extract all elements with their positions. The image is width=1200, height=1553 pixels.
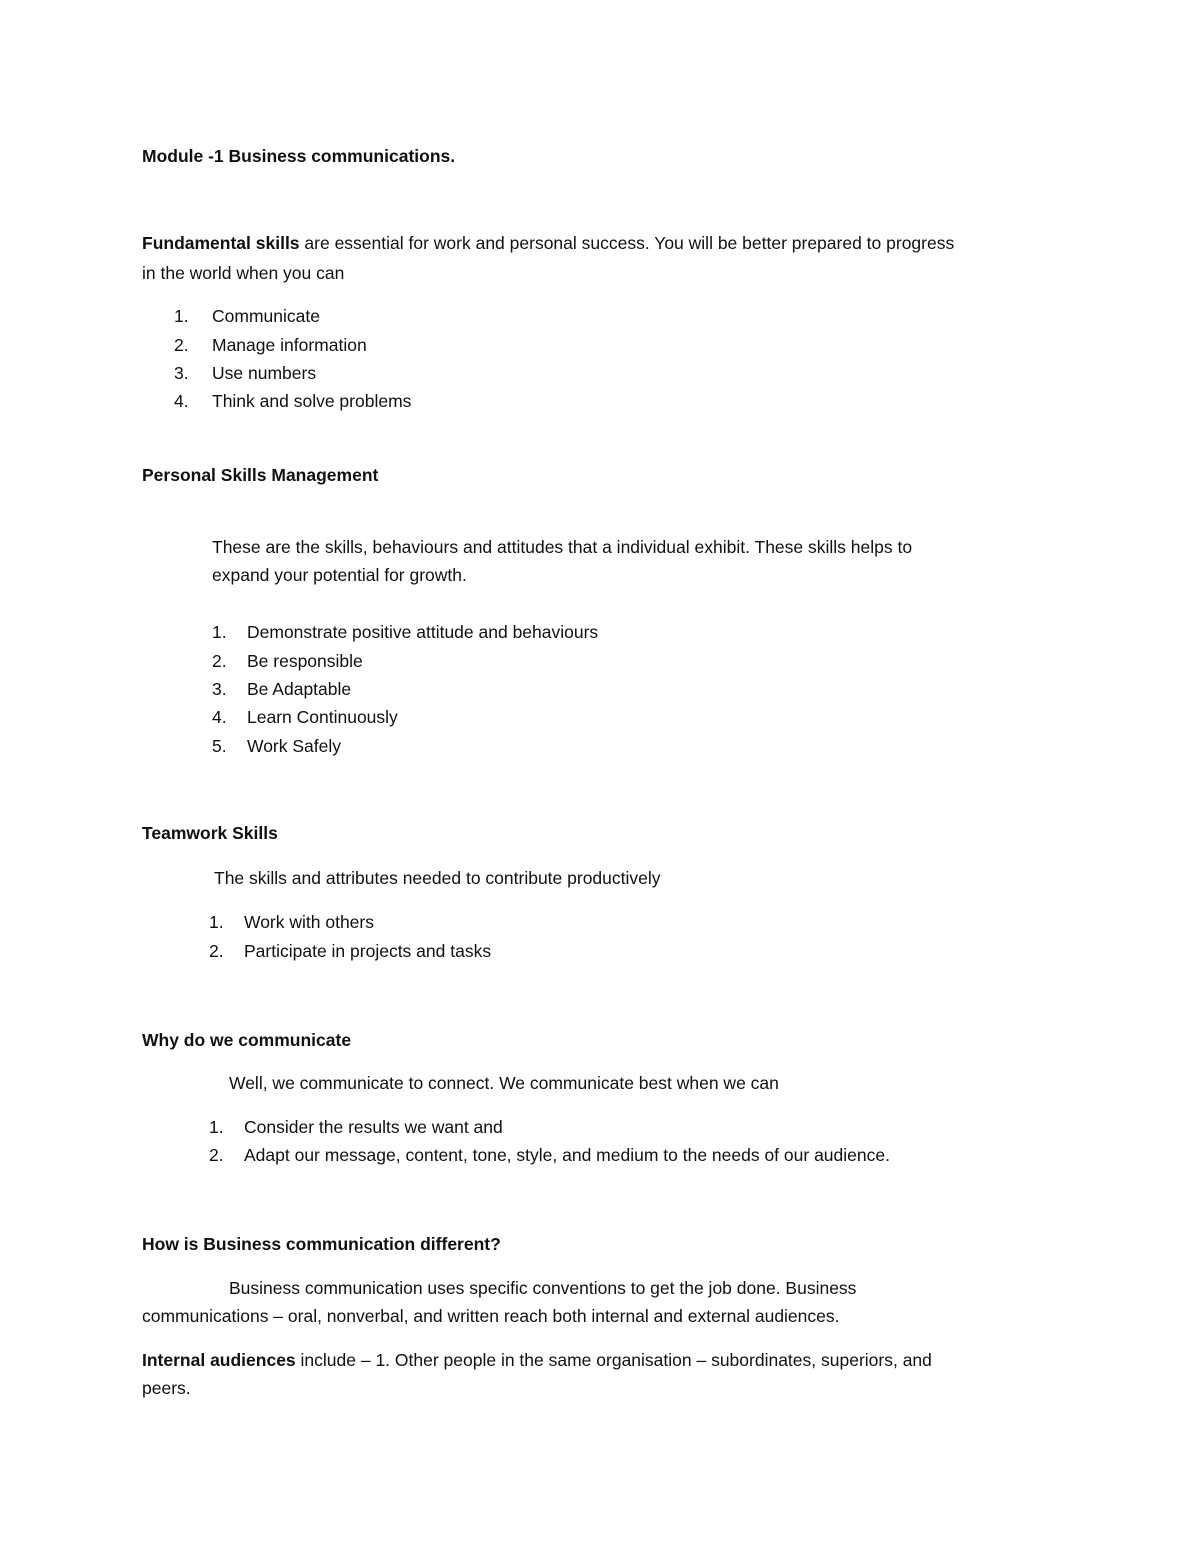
list-item-text: Use numbers <box>212 363 317 383</box>
document-title: Module -1 Business communications. <box>142 146 456 166</box>
internal-audiences-term: Internal audiences <box>142 1350 296 1370</box>
list-number: 2. <box>209 941 224 961</box>
personal-list-item <box>212 678 351 700</box>
how-heading: How is Business communication different? <box>142 1234 501 1254</box>
list-number: 1. <box>209 1117 224 1137</box>
teamwork-heading: Teamwork Skills <box>142 823 278 843</box>
list-item-text: Work Safely <box>247 736 342 756</box>
list-number: 2. <box>209 1145 224 1165</box>
why-list-item <box>209 1116 503 1138</box>
fundamental-list-item <box>174 390 411 412</box>
fundamental-text-1: are essential for work and personal success. You will be better prepared to progress <box>299 233 955 253</box>
list-number: 2. <box>212 651 227 671</box>
list-number: 3. <box>212 679 227 699</box>
list-item-text: Participate in projects and tasks <box>244 941 492 961</box>
list-number: 4. <box>174 391 189 411</box>
internal-audiences-line-2: peers. <box>142 1378 191 1398</box>
list-number: 3. <box>174 363 189 383</box>
how-paragraph-line-2: communications – oral, nonverbal, and written reach both internal and external audiences. <box>142 1306 840 1326</box>
personal-list-item <box>212 650 363 672</box>
list-number: 5. <box>212 736 227 756</box>
list-number: 4. <box>212 707 227 727</box>
why-list-item <box>209 1144 890 1166</box>
fundamental-list-item <box>174 305 320 327</box>
fundamental-paragraph-line-2: in the world when you can <box>142 263 345 283</box>
personal-list-item <box>212 706 398 728</box>
why-intro: Well, we communicate to connect. We communicate best when we can <box>229 1073 779 1093</box>
teamwork-intro: The skills and attributes needed to contribute productively <box>214 868 661 888</box>
internal-audiences-text: include – 1. Other people in the same organisation – subordinates, superiors, and <box>295 1350 932 1370</box>
fundamental-paragraph-line-1 <box>142 232 954 254</box>
list-item-text: Work with others <box>244 912 374 932</box>
personal-intro-line-2: expand your potential for growth. <box>212 565 467 585</box>
list-item-text: Communicate <box>212 306 320 326</box>
list-number: 1. <box>209 912 224 932</box>
fundamental-list-item <box>174 334 367 356</box>
personal-heading: Personal Skills Management <box>142 465 379 485</box>
list-item-text: Be responsible <box>247 651 363 671</box>
personal-list-item <box>212 621 598 643</box>
teamwork-list-item <box>209 940 491 962</box>
list-item-text: Be Adaptable <box>247 679 352 699</box>
list-number: 2. <box>174 335 189 355</box>
personal-intro-line-1: These are the skills, behaviours and attitudes that a individual exhibit. These skills helps to <box>212 537 913 557</box>
internal-audiences-line-1 <box>142 1349 932 1371</box>
list-item-text: Adapt our message, content, tone, style, and medium to the needs of our audience. <box>244 1145 890 1165</box>
list-item-text: Consider the results we want and <box>244 1117 503 1137</box>
why-heading: Why do we communicate <box>142 1030 352 1050</box>
list-item-text: Think and solve problems <box>212 391 412 411</box>
teamwork-list-item <box>209 911 374 933</box>
list-number: 1. <box>174 306 189 326</box>
fundamental-list-item <box>174 362 316 384</box>
list-number: 1. <box>212 622 227 642</box>
list-item-text: Demonstrate positive attitude and behaviours <box>247 622 599 642</box>
list-item-text: Learn Continuously <box>247 707 398 727</box>
list-item-text: Manage information <box>212 335 367 355</box>
fundamental-term: Fundamental skills <box>142 233 300 253</box>
personal-list-item <box>212 735 341 757</box>
how-paragraph-line-1: Business communication uses specific conventions to get the job done. Business <box>229 1278 857 1298</box>
